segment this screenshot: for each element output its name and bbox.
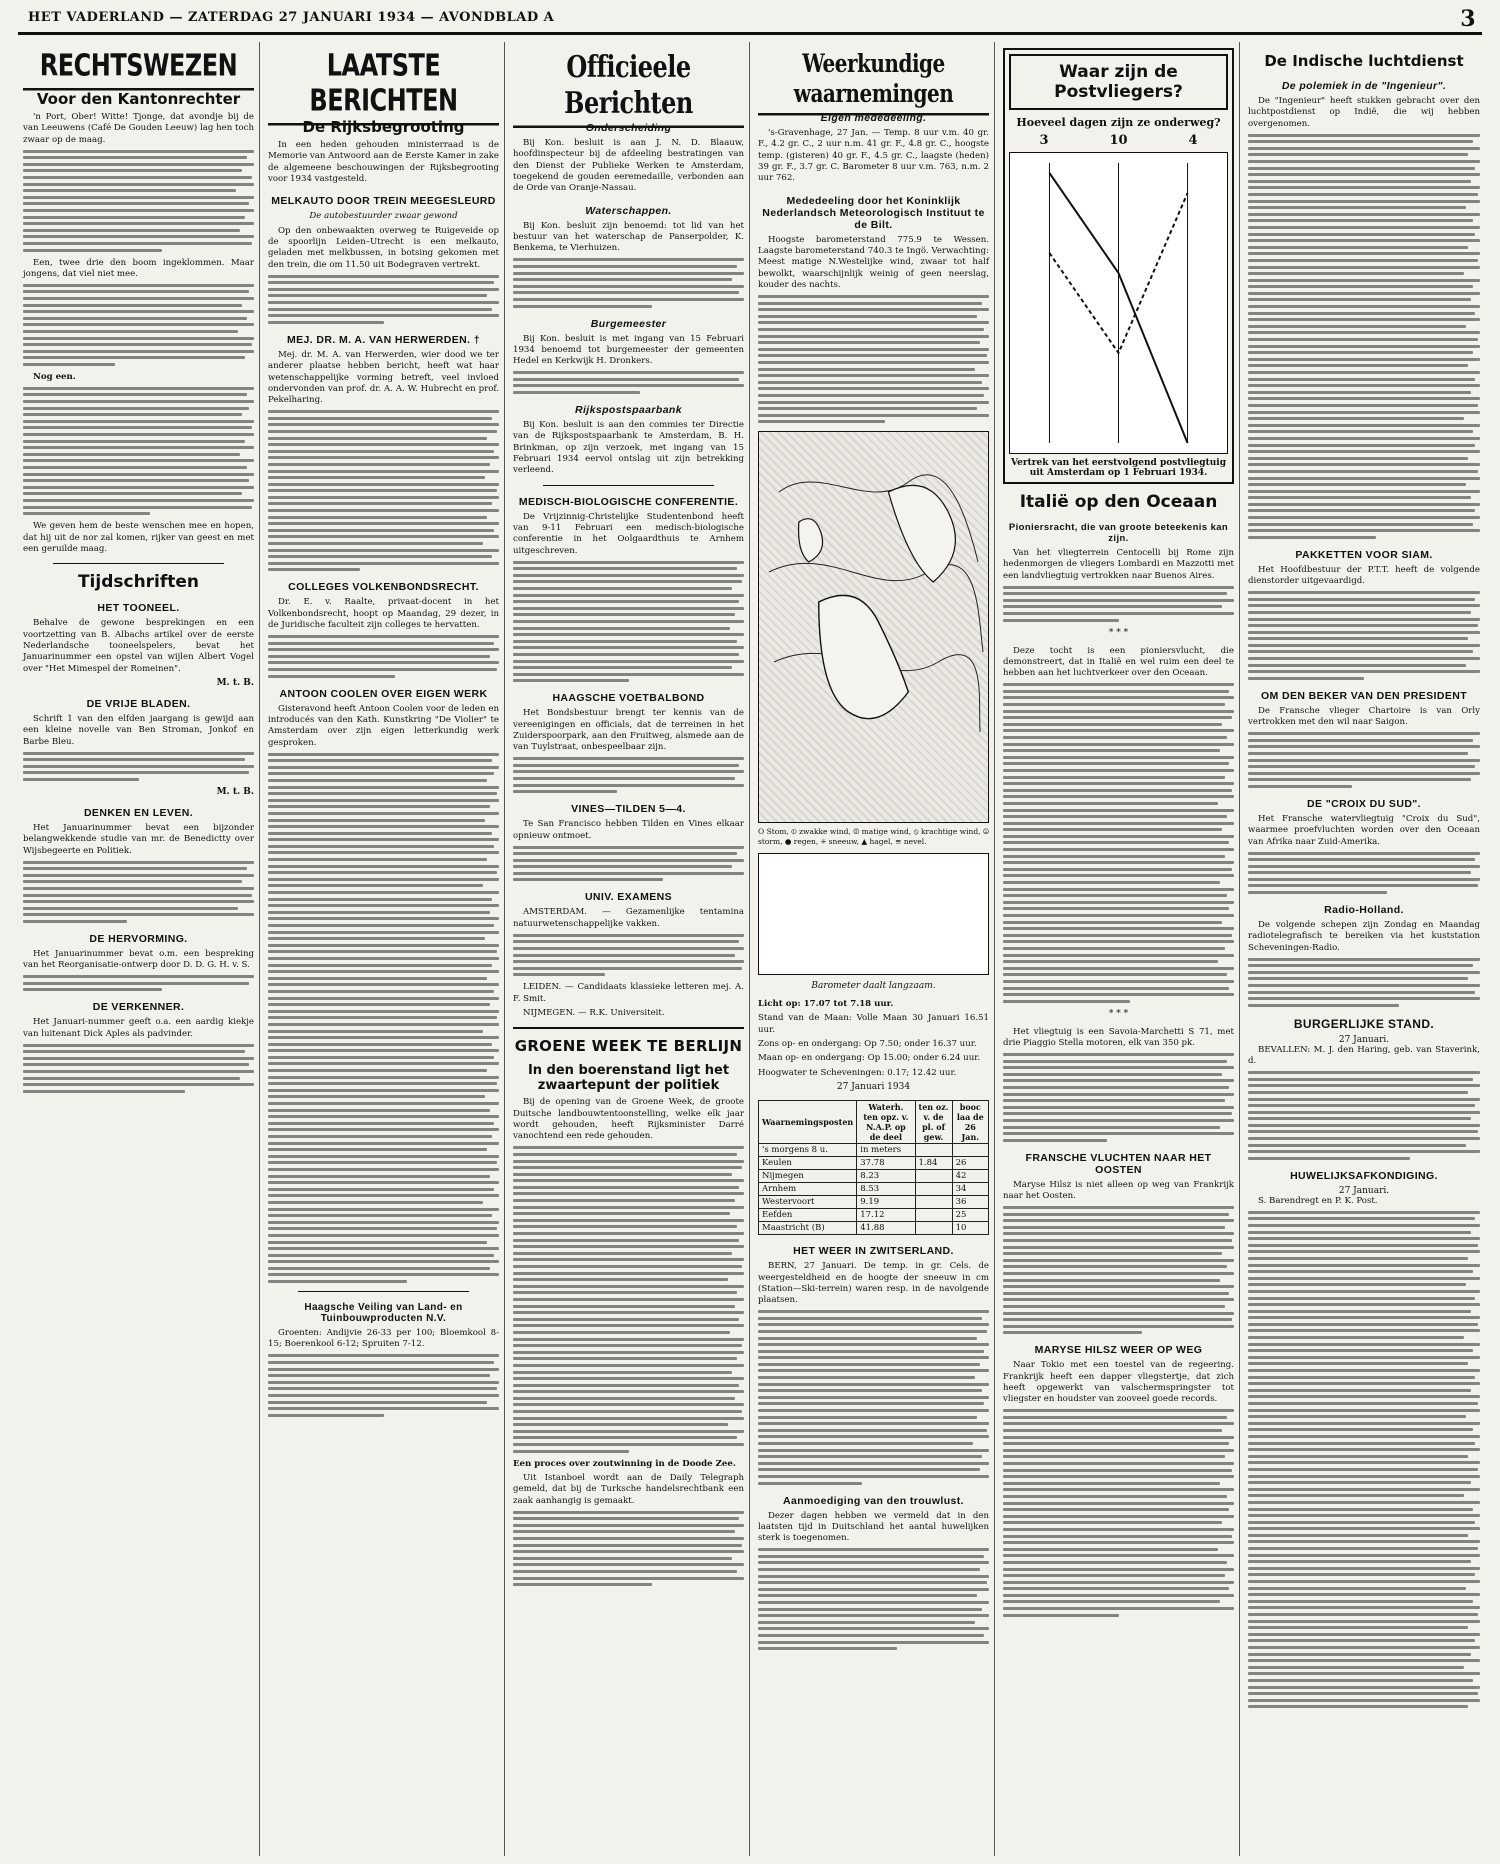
- col-header: Waarnemingsposten: [759, 1101, 857, 1144]
- barometer-chart: [758, 853, 989, 975]
- article-text: Het Bondsbestuur brengt ter kennis van de vereenigingen en officials, dat de terreinen in het Zuiderspoorpark, aan den Fruitweg, alsmede aan de van Tuylstraat, onbespeelbaar zijn.: [513, 708, 744, 753]
- section-title: DE VERKENNER.: [92, 1001, 185, 1014]
- subhead-boerenstand: In den boerenstand ligt het zwaartepunt der politiek: [527, 1063, 730, 1094]
- day-count: 4: [1188, 133, 1198, 148]
- column-indische-luchtdienst: [1243, 42, 1485, 1856]
- table-row: [759, 1209, 989, 1222]
- section-title: FRANSCHE VLUCHTEN NAAR HET OOSTEN: [1025, 1151, 1212, 1176]
- text-block: [513, 757, 744, 793]
- text-block: [23, 387, 254, 515]
- col-header: ten oz. v. de pl. of gew.: [915, 1101, 952, 1144]
- postvliegers-title: Waar zijn de Postvliegers?: [1009, 54, 1228, 110]
- postvliegers-question: Hoeveel dagen zijn ze onderweg?: [1016, 116, 1221, 129]
- station-name: Keulen: [759, 1157, 857, 1170]
- article-text: De Fransche vlieger Chartoire is van Orly vertrokken met den wil naar Saigon.: [1248, 705, 1480, 728]
- text-block: [513, 371, 744, 394]
- article-text: De "Ingenieur" heeft stukken gebracht over den luchtpostdienst op Indië, die wij hebben overgenomen.: [1248, 96, 1480, 129]
- section-title: Aanmoediging van den trouwlust.: [783, 1494, 964, 1507]
- table-cell: in meters: [857, 1144, 915, 1157]
- section-title: Haagsche Veiling van Land- en Tuinbouwproducten N.V.: [304, 1302, 463, 1325]
- article-text: BERN, 27 Januari. De temp. in gr. Cels. de weergesteldheid en de hoogte der sneeuw in cm (Station—Ski-terrein) waren resp. in de navolgende plaatsen.: [758, 1261, 989, 1306]
- text-block: [268, 410, 499, 571]
- article-text: Nog een.: [33, 371, 76, 382]
- table-cell: 26: [952, 1157, 988, 1170]
- map-legend: O Stom, ⦶ zwakke wind, ⦷ matige wind, ⦸ krachtige wind, ⦹ storm, ● regen, ✳ sneeuw, ▲ hagel, ≡ nevel.: [758, 827, 989, 847]
- text-block: [513, 1146, 744, 1452]
- text-block: [1248, 958, 1480, 1007]
- article-text: Bij Kon. besluit is aan J. N. D. Blaauw, hoofdinspecteur bij de afdeeling bestratingen van den Dienst der Publieke Werken te Amsterdam, toegekend de gouden eeremedaille, verbonden aan de Orde van Oranje-Nassau.: [513, 138, 744, 194]
- table-cell: 37.78: [857, 1157, 915, 1170]
- headline-laatste-berichten: LAATSTE BERICHTEN: [268, 48, 499, 126]
- barometer-caption: Barometer daalt langzaam.: [811, 981, 936, 992]
- table-cell: 25: [952, 1209, 988, 1222]
- divider: [543, 485, 714, 486]
- article-text: Dr. E. v. Raalte, privaat-docent in het Volkenbondsrecht, hoopt op Maandag, 29 dezer, in de Juridische faculteit zijn colleges te hervatten.: [268, 597, 499, 631]
- section-title: DE HERVORMING.: [89, 932, 188, 945]
- section-title: Eigen mededeeling.: [820, 112, 927, 124]
- column-laatste-berichten: [263, 42, 505, 1856]
- article-text: BEVALLEN: M. J. den Haring, geb. van Staverink, d.: [1248, 1044, 1480, 1067]
- table-row: [759, 1183, 989, 1196]
- section-title: Onderscheiding: [585, 122, 672, 134]
- station-name: Arnhem: [759, 1183, 857, 1196]
- section-title: MARYSE HILSZ WEER OP WEG: [1034, 1344, 1203, 1357]
- landmass-europe: [819, 596, 909, 719]
- divider: [53, 563, 224, 564]
- col-header: Waterh. ten opz. v. N.A.P. op de deel: [857, 1101, 915, 1144]
- postvliegers-box: [1003, 48, 1234, 484]
- article-text: Behalve de gewone besprekingen en een voortzetting van B. Albachs artikel over de eerste Nederlandsche tooneelspelers, bevat het Januarinummer een opstel van wijlen Albert Vogel over "Het Mimespel der Romeinen".: [23, 618, 254, 674]
- text-block: [23, 284, 254, 366]
- article-text: AMSTERDAM. — Gezamenlijke tentamina natuurwetenschappelijke vakken.: [513, 907, 744, 929]
- table-cell: 42: [952, 1170, 988, 1183]
- table-cell: [915, 1196, 952, 1209]
- text-block: [268, 1354, 499, 1416]
- headline-weerkundige: Weerkundige waarnemingen: [758, 48, 989, 116]
- text-block: [268, 635, 499, 678]
- table-row: [759, 1157, 989, 1170]
- section-title: MELKAUTO DOOR TREIN MEEGESLEURD: [271, 195, 496, 208]
- text-block: [1248, 732, 1480, 788]
- section-title: Een proces over zoutwinning in de Doode Zee.: [513, 1458, 736, 1469]
- headline-tijdschriften: Tijdschriften: [77, 572, 200, 593]
- text-block: [23, 752, 254, 781]
- text-block: [513, 1511, 744, 1587]
- headline-officieele-berichten: Officieele Berichten: [513, 48, 744, 128]
- text-block: [513, 258, 744, 307]
- section-title: PAKKETTEN VOOR SIAM.: [1295, 548, 1433, 561]
- article-text: Het Fransche watervliegtuig "Croix du Sud", waarmee proefvluchten worden over den Oceaan van Afrika naar Zuid-Amerika.: [1248, 813, 1480, 847]
- text-block: [23, 975, 254, 991]
- section-separator: * * *: [1108, 1008, 1129, 1019]
- article-text: 's-Gravenhage, 27 Jan. — Temp. 8 uur v.m. 40 gr. F., 4.2 gr. C., 2 uur n.m. 41 gr. F., 4.8 gr. C., hoogste temp. (gisteren) 40 gr. F., 4.5 gr. C., laagste (heden) 39 gr. F., 3.7 gr. C. Barometer 8 uur v.m. 763, n.m. 2 uur 762.: [758, 128, 989, 184]
- moon-times: Maan op- en ondergang: Op 15.00; onder 6.24 uur.: [758, 1053, 981, 1064]
- table-cell: 1.84: [915, 1157, 952, 1170]
- section-title: COLLEGES VOLKENBONDSRECHT.: [288, 581, 479, 594]
- section-title: Waterschappen.: [585, 204, 672, 217]
- text-block: [513, 934, 744, 977]
- day-count: 3: [1039, 133, 1049, 148]
- section-title: Mededeeling door het Koninklijk Nederlandsch Meteorologisch Instituut te de Bilt.: [762, 194, 985, 231]
- section-title: OM DEN BEKER VAN DEN PRESIDENT: [1260, 689, 1468, 702]
- text-block: [1248, 852, 1480, 895]
- section-title: MEDISCH-BIOLOGISCHE CONFERENTIE.: [518, 495, 739, 508]
- table-cell: 41.88: [857, 1222, 915, 1235]
- article-text: Dezer dagen hebben we vermeld dat in den laatsten tijd in Duitschland het aantal huwelijken sterk is toegenomen.: [758, 1510, 989, 1544]
- text-block: [1003, 1409, 1234, 1616]
- article-text: Te San Francisco hebben Tilden en Vines elkaar opnieuw ontmoet.: [513, 819, 744, 841]
- station-name: Nijmegen: [759, 1170, 857, 1183]
- article-text: Op den onbewaakten overweg te Ruigeveide op de spoorlijn Leiden–Utrecht is een melkauto, geladen met melkbussen, in botsing gekomen met den trein, die om 11.50 uit Bodegraven vertrekt.: [268, 225, 499, 270]
- section-title: Radio-Holland.: [1324, 904, 1404, 917]
- subhead-rijksbegrooting: De Rijksbegrooting: [302, 118, 465, 136]
- section-title: DE "CROIX DU SUD".: [1307, 797, 1421, 810]
- postvliegers-days: [1009, 133, 1228, 148]
- article-text: Maryse Hilsz is niet alleen op weg van Frankrijk naar het Oosten.: [1003, 1179, 1234, 1202]
- section-date: 27 Januari.: [1338, 1034, 1390, 1045]
- subhead-polemiek: De polemiek in de "Ingenieur".: [1281, 80, 1447, 92]
- table-cell: 9.19: [857, 1196, 915, 1209]
- high-water: Hoogwater te Scheveningen: 0.17; 12.42 uur.: [758, 1067, 957, 1078]
- text-block: [513, 561, 744, 683]
- article-text: Een, twee drie den boom ingeklommen. Maar jongens, dat viel niet mee.: [23, 257, 254, 279]
- table-cell: 34: [952, 1183, 988, 1196]
- article-text: LEIDEN. — Candidaats klassieke letteren mej. A. F. Smit.: [513, 982, 744, 1004]
- text-block: [513, 846, 744, 882]
- signature: M. t. B.: [216, 677, 254, 688]
- section-title: ANTOON COOLEN OVER EIGEN WERK: [279, 687, 488, 700]
- text-block: [1248, 134, 1480, 539]
- article-text: Mej. dr. M. A. van Herwerden, wier dood we ter anderer plaatse hebben bericht, heeft wat haar wetenschappelijke vorming betreft, veel invloed ondervonden van prof. dr. A. A. W. Hubrecht en prof. Pekelharing.: [268, 349, 499, 406]
- table-row: [759, 1222, 989, 1235]
- light-times: Licht op: 17.07 tot 7.18 uur.: [758, 999, 894, 1010]
- day-count: 10: [1109, 133, 1128, 148]
- text-block: [1003, 683, 1234, 1003]
- text-block: [1003, 1053, 1234, 1142]
- text-block: [758, 1548, 989, 1650]
- landmass-scandinavia: [888, 486, 955, 583]
- table-cell: 10: [952, 1222, 988, 1235]
- col-header: booc laa de 26 Jan.: [952, 1101, 988, 1144]
- station-name: Eefden: [759, 1209, 857, 1222]
- section-title: HET TOONEEL.: [97, 602, 180, 615]
- station-name: Westervoort: [759, 1196, 857, 1209]
- article-text: Groenten: Andijvie 26-33 per 100; Bloemkool 8-15; Boerenkool 6-12; Spruiten 7-12.: [268, 1328, 499, 1350]
- landmass-britain: [799, 519, 823, 562]
- section-title: HAAGSCHE VOETBALBOND: [552, 692, 705, 705]
- subhead-pioniersracht: Pioniersracht, die van groote beteekenis kan zijn.: [1008, 522, 1229, 544]
- column-weerkundige: [753, 42, 995, 1856]
- text-block: [758, 295, 989, 423]
- table-cell: [915, 1222, 952, 1235]
- table-cell: [915, 1144, 952, 1157]
- postvliegers-footer: Vertrek van het eerstvolgend postvliegtuig uit Amsterdam op 1 Februari 1934.: [1011, 458, 1226, 478]
- article-text: We geven hem de beste wenschen mee en hopen, dat hij uit de nor zal komen, rijker van geest en met een geruilde maag.: [23, 521, 254, 554]
- section-title: Rijkspostspaarbank: [575, 403, 682, 416]
- text-block: [1003, 1206, 1234, 1334]
- table-cell: [915, 1209, 952, 1222]
- article-text: In een heden gehouden ministerraad is de Memorie van Antwoord aan de Eerste Kamer in zake de algemeene beschouwingen der Rijksbegrooting voor 1934 vastgesteld.: [268, 140, 499, 185]
- table-cell: [915, 1170, 952, 1183]
- headline-groene-week: GROENE WEEK TE BERLIJN: [514, 1037, 743, 1056]
- text-block: [758, 1310, 989, 1484]
- text-block: [268, 753, 499, 1284]
- section-title: HET WEER IN ZWITSERLAND.: [793, 1245, 954, 1258]
- text-block: [23, 150, 254, 252]
- table-row: [759, 1196, 989, 1209]
- headline-rechtswezen: RECHTSWEZEN: [23, 48, 254, 91]
- article-text: Bij Kon. besluit is aan den commies ter Directie van de Rijkspostspaarbank te Amsterdam, B. H. Brinkman, op zijn verzoek, met ingang van 15 Februari 1934 eervol ontslag uit zijn betrekking verleend.: [513, 419, 744, 476]
- section-title: BURGERLIJKE STAND.: [1293, 1016, 1435, 1031]
- weather-map-drawing: [759, 432, 988, 822]
- article-text: De Vrijzinnig-Christelijke Studentenbond heeft van 9-11 Februari een medisch-biologische conferentie in het Oolgaardthuis te Arnhem uitgeschreven.: [513, 511, 744, 556]
- page-number: 3: [1460, 6, 1476, 32]
- subhead-kantonrechter: Voor den Kantonrechter: [36, 90, 241, 108]
- article-text: Bij Kon. besluit is met ingang van 15 Februari 1934 benoemd tot burgemeester der gemeenten Hedel en Kerkwijk H. Dronkers.: [513, 333, 744, 367]
- weather-map: [758, 431, 989, 823]
- text-block: [23, 861, 254, 923]
- headline-indische-luchtdienst: De Indische luchtdienst: [1264, 52, 1464, 70]
- article-text: Hoogste barometerstand 775.9 te Wessen. Laagste barometerstand 740.3 te Ingö. Verwachting: Meest matige N.Westelijke wind, zwaar tot half bewolkt, waarschijnlijk weinig of geen neerslag, kouder des nachts.: [758, 234, 989, 291]
- section-title: HUWELIJKSAFKONDIGING.: [1290, 1169, 1438, 1182]
- table-cell: [915, 1183, 952, 1196]
- article-text: Naar Tokio met een toestel van de regeering. Frankrijk heeft een dapper vliegstertje, dat zich heeft opgewerkt van valschermspringster tot vliegster en houdster van zooveel goede records.: [1003, 1360, 1234, 1405]
- route-diagram-drawing: [1010, 153, 1227, 453]
- article-text: Uit Istanboel wordt aan de Daily Telegraph gemeld, dat bij de Turksche handelsrechtbank een zaak aanhangig is gemaakt.: [513, 1472, 744, 1506]
- text-block: [23, 1044, 254, 1093]
- article-text: Het Januarinummer bevat o.m. een bespreking van het Reorganisatie-ontwerp door D. D. G. H. v. S.: [23, 948, 254, 971]
- article-text: Bij de opening van de Groene Week, de groote Duitsche landbouwtentoonstelling, welke elk jaar wordt gehouden, heeft Rijksminister Darré vanochtend een rede gehouden.: [513, 1097, 744, 1142]
- signature: M. t. B.: [216, 786, 254, 797]
- article-text: 'n Port, Ober! Witte! Tjonge, dat avondje bij de van Leeuwens (Café De Gouden Leeuw) lag hen toch zwaar op de maag.: [23, 112, 254, 145]
- table-cell: 8.23: [857, 1170, 915, 1183]
- table-cell: 8.53: [857, 1183, 915, 1196]
- sun-times: Zons op- en ondergang: Op 7.50; onder 16.37 uur.: [758, 1039, 977, 1050]
- divider: [298, 1291, 469, 1292]
- article-text: Het vliegtuig is een Savoia-Marchetti S 71, met drie Piaggio Stella motoren, elk van 350 pk.: [1003, 1026, 1234, 1049]
- article-text: S. Barendregt en P. K. Post.: [1258, 1195, 1378, 1206]
- table-row: [759, 1170, 989, 1183]
- masthead-title: HET VADERLAND — ZATERDAG 27 JANUARI 1934 — AVONDBLAD A: [28, 10, 555, 25]
- text-block: [1003, 586, 1234, 622]
- article-text: Schrift 1 van den elfden jaargang is gewijd aan een kleine novelle van Ben Stroman, Jonkof en Barbe Bleu.: [23, 713, 254, 747]
- text-block: [1248, 1211, 1480, 1709]
- text-block: [1248, 591, 1480, 680]
- station-name: Maastricht (B): [759, 1222, 857, 1235]
- article-text: Van het vliegterrein Centocelli bij Rome zijn hedenmorgen de vliegers Lombardi en Mazzotti met een landvliegtuig vertrokken naar Buenos Aires.: [1003, 548, 1234, 581]
- article-text: De volgende schepen zijn Zondag en Maandag radiotelegrafisch te bereiken via het kuststation Scheveningen-Radio.: [1248, 920, 1480, 953]
- columns: [18, 42, 1482, 1856]
- divider: [513, 1027, 744, 1029]
- table-cell: 36: [952, 1196, 988, 1209]
- text-block: [1248, 1071, 1480, 1160]
- section-date: 27 Januari.: [1338, 1185, 1390, 1196]
- article-text: Bij Kon. besluit zijn benoemd: tot lid van het bestuur van het waterschap de Panserpolder, K. Benkema, te Vierhuizen.: [513, 220, 744, 254]
- article-text: Het Januarinummer bevat een bijzonder belangwekkende studie van mr. de Benedictty over Wijsbegeerte en Politiek.: [23, 822, 254, 856]
- article-text: Gisteravond heeft Antoon Coolen voor de leden en introducés van den Kath. Kunstkring "De Violier" te Amsterdam over zijn eigen letterkundig werk gesproken.: [268, 703, 499, 748]
- route-diagram: [1009, 152, 1228, 454]
- headline-italie-oceaan: Italië op den Oceaan: [1019, 492, 1218, 512]
- section-title: UNIV. EXAMENS: [584, 891, 673, 904]
- article-text: Deze tocht is een pioniersvlucht, die demonstreert, dat in Italië en wel ruim een deel te hebben aan het luchtverkeer over den Oceaan.: [1003, 645, 1234, 679]
- table-cell: 17.12: [857, 1209, 915, 1222]
- table-date: 27 Januari 1934: [836, 1082, 911, 1093]
- moon-phase: Stand van de Maan: Volle Maan 30 Januari 16.51 uur.: [758, 1013, 989, 1035]
- section-title: DE VRIJE BLADEN.: [86, 697, 191, 710]
- table-cell: 's morgens 8 u.: [759, 1144, 857, 1157]
- masthead: [18, 4, 1482, 35]
- article-text: Het Januari-nummer geeft o.a. een aardig kiekje van luitenant Dick Aples als padvinder.: [23, 1017, 254, 1039]
- section-title: MEJ. DR. M. A. VAN HERWERDEN. †: [286, 333, 481, 346]
- table-cell: [952, 1144, 988, 1157]
- section-title: DENKEN EN LEVEN.: [83, 806, 194, 819]
- article-text: Het Hoofdbestuur der P.T.T. heeft de volgende dienstorder uitgevaardigd.: [1248, 564, 1480, 587]
- column-officieele-berichten: [508, 42, 750, 1856]
- section-title: VINES—TILDEN 5—4.: [571, 803, 686, 816]
- column-postvliegers: [998, 42, 1240, 1856]
- section-title: Burgemeester: [590, 317, 667, 330]
- article-text: NIJMEGEN. — R.K. Universiteit.: [523, 1008, 665, 1018]
- water-level-table: [758, 1100, 989, 1235]
- section-subtitle: De autobestuurder zwaar gewond: [309, 211, 458, 222]
- section-separator: * * *: [1108, 627, 1129, 638]
- text-block: [268, 275, 499, 324]
- column-rechtswezen: [18, 42, 260, 1856]
